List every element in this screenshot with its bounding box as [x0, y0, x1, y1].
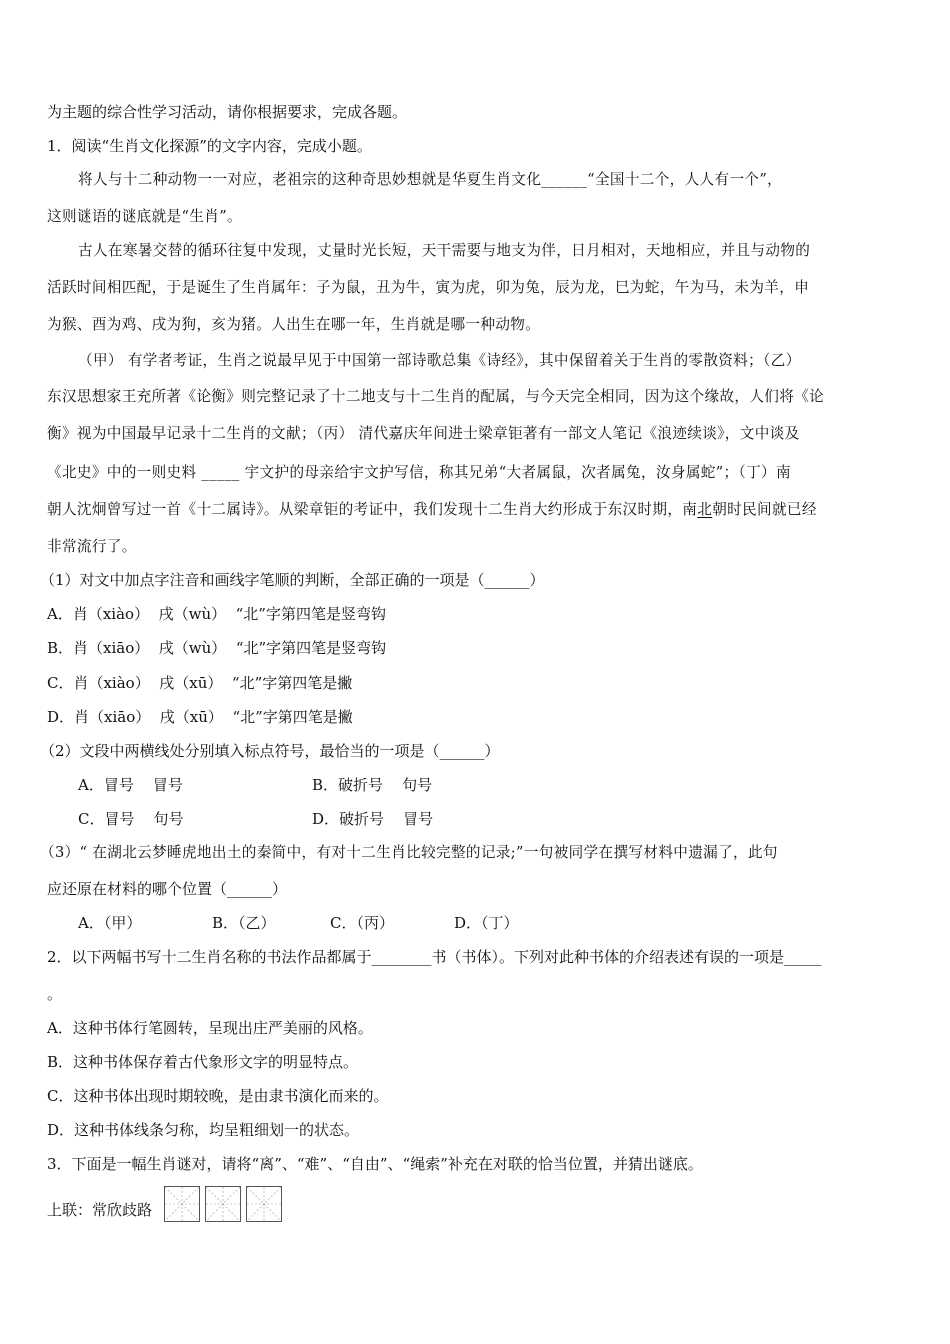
grid-guide-lines [165, 1187, 199, 1221]
q2-option-d: D．这种书体线条匀称，均呈粗细划一的状态。 [47, 1121, 360, 1139]
passage-p3-line5-end: 朝时民间就已经 [712, 501, 817, 518]
q2-option-c: C．这种书体出现时期较晚，是由隶书演化而来的。 [47, 1087, 389, 1105]
passage-p3-line2: 东汉思想家王充所著《论衡》则完整记录了十二地支与十二生肖的配属，与今天完全相同，因为这个缘故，人们将《论 [47, 388, 825, 405]
passage-p3-line4: 《北史》中的一则史料 _____ 宇文护的母亲给宇文护写信，称其兄弟“大者属鼠，次者属兔，汝身属蛇”；（丁）南 [47, 464, 791, 481]
passage-p3-line5-start: 朝人沈炯曾写过一首《十二属诗》。从梁章钜的考证中，我们发现十二生肖大约形成于东汉时期， [47, 501, 683, 518]
sub2-option-d: D．破折号 冒号 [312, 810, 434, 828]
intro-line: 为主题的综合性学习活动，请你根据要求，完成各题。 [47, 103, 408, 121]
passage-p3-line5 [47, 500, 817, 520]
sub2-option-b: B．破折号 句号 [312, 776, 433, 794]
answer-grid-cell-1[interactable] [164, 1186, 200, 1222]
upper-couplet-label: 上联：常欣歧路 [47, 1201, 153, 1219]
passage-p1-line2: 这则谜语的谜底就是“生肖”。 [47, 208, 242, 225]
sub3-option-b: B．（乙） [212, 914, 276, 932]
passage-p2-line3: 为猴、酉为鸡、戌为狗，亥为猪。人出生在哪一年，生肖就是哪一种动物。 [47, 316, 541, 333]
sub2-option-c: C．冒号 句号 [78, 810, 184, 828]
sub3-stem-line1: （3）“ 在湖北云梦睡虎地出土的秦简中，有对十二生肖比较完整的记录;”一句被同学在撰写材料中遗漏了，此句 [40, 844, 778, 861]
q2-option-b: B．这种书体保存着古代象形文字的明显特点。 [47, 1053, 359, 1071]
sub1-option-c: C．肖（xiào） 戌（xū） “北”字第四笔是撇 [47, 674, 353, 692]
passage-p2-line2: 活跃时间相匹配，于是诞生了生肖属年：子为鼠，丑为牛，寅为虎，卯为兔，辰为龙，巳为蛇，午为马，未为羊，申 [47, 279, 810, 296]
answer-grid-cell-2[interactable] [205, 1186, 241, 1222]
q2-stem-line2: 。 [47, 985, 63, 1003]
grid-guide-lines [247, 1187, 281, 1221]
q2-option-a: A．这种书体行笔圆转，呈现出庄严美丽的风格。 [47, 1019, 373, 1037]
passage-p3-line3: 衡》视为中国最早记录十二生肖的文献；（丙） 清代嘉庆年间进士梁章钜著有一部文人笔记《浪迹续谈》，文中谈及 [47, 425, 800, 442]
sub3-option-c: C．（丙） [330, 914, 394, 932]
answer-grid-cell-3[interactable] [246, 1186, 282, 1222]
sub1-option-b: B．肖（xiāo） 戌（wù） “北”字第四笔是竖弯钩 [47, 639, 387, 657]
sub1-option-a: A．肖（xiào） 戌（wù） “北”字第四笔是竖弯钩 [47, 605, 386, 623]
q1-title: 1．阅读“生肖文化探源”的文字内容，完成小题。 [47, 137, 372, 155]
dotted-char-nan: 南 [682, 501, 698, 518]
passage-p3-line6: 非常流行了。 [47, 538, 137, 555]
sub3-option-a: A．（甲） [78, 914, 142, 932]
passage-p3-line1: （甲） 有学者考证，生肖之说最早见于中国第一部诗歌总集《诗经》，其中保留着关于生肖的零散资料；（乙） [78, 352, 801, 369]
grid-guide-lines [206, 1187, 240, 1221]
underlined-char-bei: 北 [697, 501, 713, 518]
sub3-stem-line2: 应还原在材料的哪个位置（______） [47, 880, 288, 898]
sub2-stem: （2）文段中两横线处分别填入标点符号，最恰当的一项是（______） [40, 742, 500, 760]
sub3-option-d: D．（丁） [454, 914, 519, 932]
q2-stem-line1: 2．以下两幅书写十二生肖名称的书法作品都属于________书（书体）。下列对此种书体的介绍表述有误的一项是_____ [47, 948, 822, 966]
passage-p1-line1: 将人与十二种动物一一对应，老祖宗的这种奇思妙想就是华夏生肖文化______“全国十二个，人人有一个”， [78, 171, 783, 188]
sub1-option-d: D．肖（xiāo） 戌（xū） “北”字第四笔是撇 [47, 708, 353, 726]
q3-stem: 3．下面是一幅生肖谜对，请将“离”、“难”、“自由”、“绳索”补充在对联的恰当位置，并猜出谜底。 [47, 1155, 703, 1173]
sub1-stem: （1）对文中加点字注音和画线字笔顺的判断，全部正确的一项是（______） [40, 571, 545, 589]
sub2-option-a: A．冒号 冒号 [78, 776, 183, 794]
passage-p2-line1: 古人在寒暑交替的循环往复中发现，丈量时光长短，天干需要与地支为伴，日月相对，天地相应，并且与动物的 [78, 242, 811, 259]
